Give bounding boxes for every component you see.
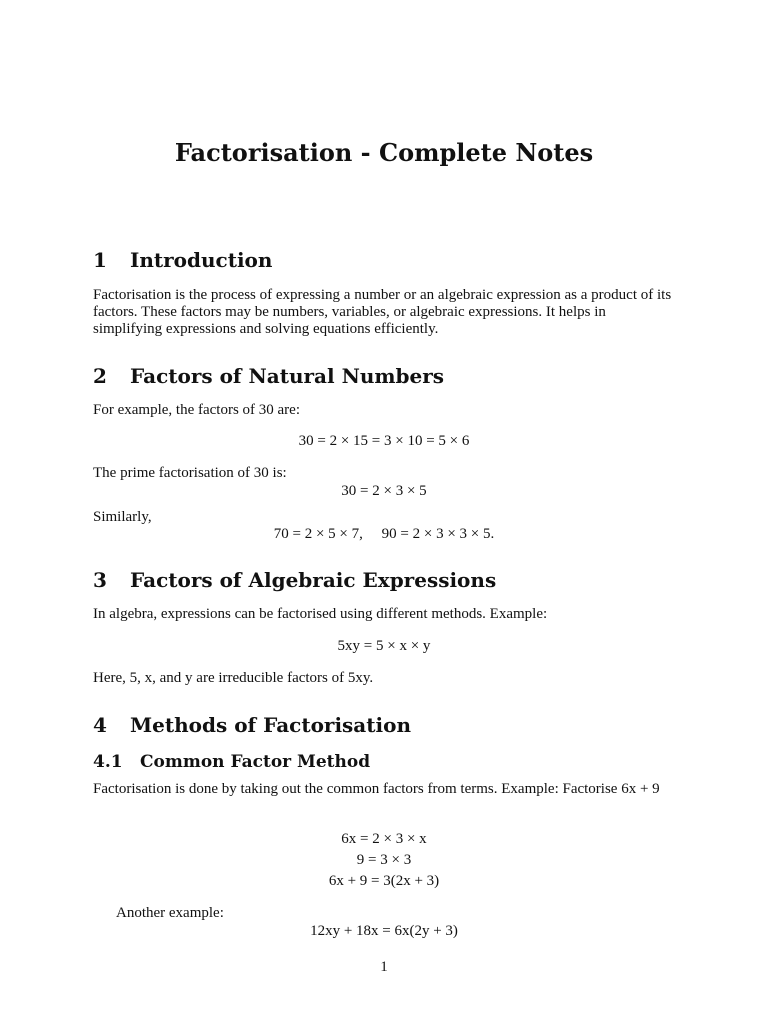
paragraph: Factorisation is done by taking out the common factors from terms. Example: Factorise 6x + 9 [93,781,660,797]
section-number: 2 [93,364,107,388]
section-number: 3 [93,568,107,592]
section-heading-4 [93,713,411,737]
equation-line: 6x + 9 = 3(2x + 3) [328,873,440,889]
page-number: 1 [380,959,388,975]
section-heading-3 [93,568,496,592]
page-title: Factorisation - Complete Notes [174,138,594,167]
paragraph: Similarly, [93,509,152,525]
section-heading-2 [93,364,444,388]
equation-line: 6x = 2 × 3 × x [341,831,427,847]
paragraph: The prime factorisation of 30 is: [93,465,287,481]
equation: 12xy + 18x = 6x(2y + 3) [310,923,458,939]
section-title: Factors of Natural Numbers [130,364,445,388]
section-title: Introduction [130,248,273,272]
paragraph: For example, the factors of 30 are: [93,402,301,418]
equation: 5xy = 5 × x × y [337,638,431,654]
subsection-heading-4-1 [93,752,370,772]
equation: 30 = 2 × 3 × 5 [341,483,427,499]
section-title: Factors of Algebraic Expressions [130,568,497,592]
paragraph: Another example: [116,905,224,921]
paragraph: In algebra, expressions can be factorised using different methods. Example: [93,606,548,622]
section-number: 1 [93,248,107,272]
equation: 70 = 2 × 5 × 7, 90 = 2 × 3 × 3 × 5. [273,526,495,542]
section-title: Methods of Factorisation [130,713,411,737]
section-heading-1 [93,248,272,272]
paragraph: Factorisation is the process of expressing a number or an algebraic expression as a product of its factors. These factors may be numbers, variables, or algebraic expressions. It helps in simplifying expressions and solving equations efficiently. [93,287,672,337]
equation: 30 = 2 × 15 = 3 × 10 = 5 × 6 [298,433,470,449]
paragraph: Here, 5, x, and y are irreducible factors of 5xy. [93,670,374,686]
section-number: 4 [93,713,107,737]
subsection-number: 4.1 [93,752,123,772]
subsection-title: Common Factor Method [140,752,371,772]
equation-line: 9 = 3 × 3 [356,852,412,868]
